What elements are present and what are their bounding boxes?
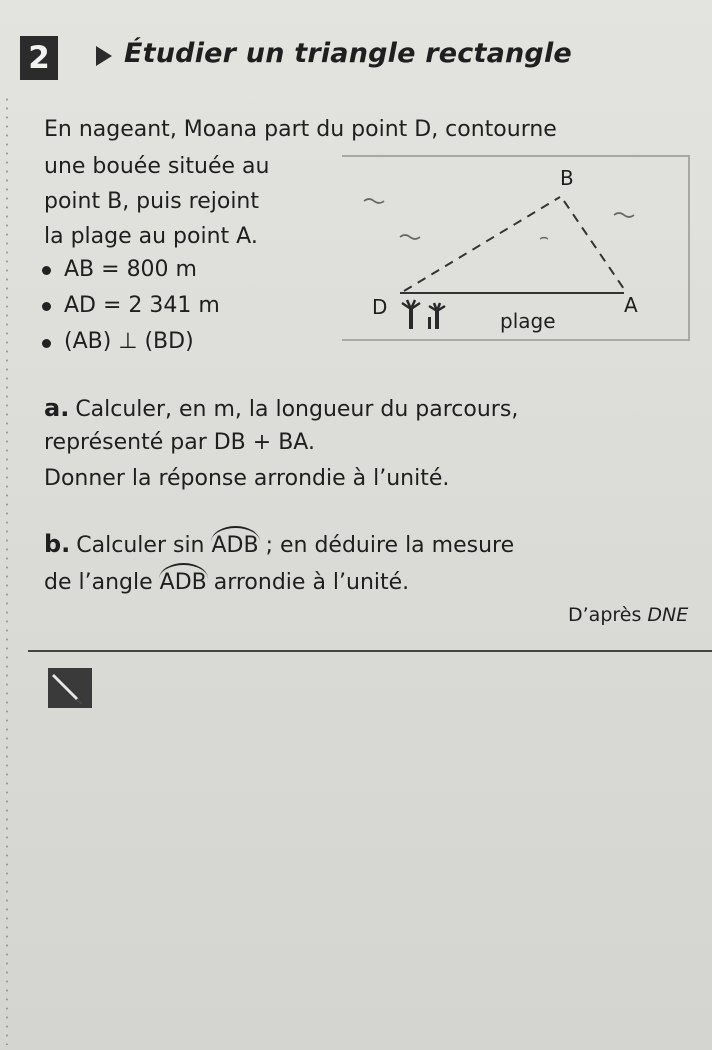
given-ab: AB = 800 m (64, 257, 197, 282)
angle-adb: ADB (159, 570, 207, 595)
question-b-text-1b: ; en déduire la mesure (258, 533, 515, 558)
wave-mark (400, 235, 420, 239)
bullet-dot (42, 266, 51, 275)
question-a-line-1 (44, 396, 518, 421)
triangle-figure (342, 155, 690, 341)
question-b-text-2a: de l’angle (44, 570, 160, 595)
palm-tree-icon (402, 300, 445, 329)
question-a-line-3: Donner la réponse arrondie à l’unité. (44, 466, 450, 491)
question-b-text-2b: arrondie à l’unité. (206, 570, 410, 595)
question-b-label: b. (44, 530, 71, 558)
angle-adb: ADB (211, 533, 259, 558)
question-b-line-1 (44, 532, 514, 557)
question-b-line-2 (44, 572, 409, 594)
section-divider (28, 650, 712, 652)
wave-mark (540, 238, 548, 240)
question-b-text-1a: Calculer sin (76, 533, 212, 558)
beach-label: plage (500, 309, 556, 333)
intro-line-1: En nageant, Moana part du point D, contourne (44, 117, 557, 142)
intro-line-4: la plage au point A. (44, 224, 258, 249)
question-a-label: a. (44, 394, 70, 422)
exercise-title: Étudier un triangle rectangle (124, 38, 572, 69)
source-credit (568, 604, 688, 626)
question-a-text-1: Calculer, en m, la longueur du parcours, (75, 397, 519, 422)
exercise-header (20, 36, 700, 84)
point-d-label: D (372, 295, 388, 319)
bullet-dot (42, 339, 51, 348)
point-a-label: A (624, 293, 638, 317)
source-prefix: D’après (568, 604, 648, 626)
point-b-label: B (560, 166, 574, 190)
exercise-number: 2 (20, 36, 58, 80)
intro-line-3: point B, puis rejoint (44, 189, 260, 214)
question-a-line-2: représenté par DB + BA. (44, 430, 315, 455)
wave-mark (614, 213, 634, 217)
segment-db (404, 197, 560, 291)
source-name: DNE (647, 604, 689, 626)
pencil-icon (48, 668, 92, 708)
wave-mark (364, 199, 384, 203)
margin-dotted-line (6, 95, 8, 1045)
play-triangle-icon (96, 46, 112, 66)
intro-line-2: une bouée située au (44, 154, 270, 179)
given-perpendicular: (AB) ⊥ (BD) (64, 329, 194, 354)
given-ad: AD = 2 341 m (64, 293, 220, 318)
bullet-dot (42, 302, 51, 311)
